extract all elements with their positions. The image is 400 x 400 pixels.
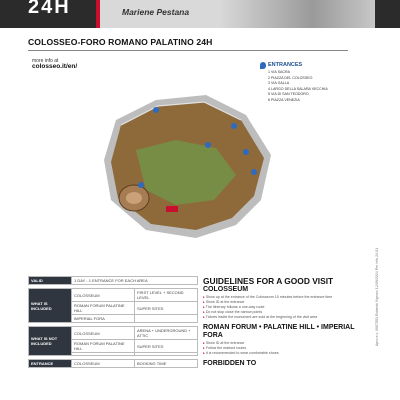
map-pin-5 <box>251 169 257 175</box>
not-included-table <box>28 326 198 356</box>
map-pin-icon <box>260 62 266 69</box>
table-cell: 1 DAY - 1 ENTRANCE FOR EACH AREA <box>72 277 198 285</box>
guideline-item: ▸ Do not stop close the narrow points <box>203 310 373 315</box>
row-header: WHAT IS NOT INCLUDED <box>29 327 72 356</box>
banner-image <box>220 0 375 28</box>
table-cell: ROMAN FORUM PALATINE HILL <box>72 340 135 353</box>
entrances-legend <box>260 62 380 103</box>
table-cell: ARENA + UNDERGROUND + ATTIC <box>135 327 198 340</box>
table-cell: SUPER SITES <box>135 302 198 315</box>
author-name: Mariene Pestana <box>122 7 190 17</box>
title-divider <box>28 50 348 51</box>
entrance-item: 2 PIAZZA DEL COLOSSEO <box>268 75 313 80</box>
map-pin-6 <box>243 149 249 155</box>
guideline-item: ▸ The itinerary follows a one-way route <box>203 305 373 310</box>
entrance-item: 5 VIA DI SAN TEODORO <box>268 92 309 96</box>
included-table <box>28 288 198 323</box>
side-stamp <box>375 225 396 375</box>
entrance-item: 6 PIAZZA VENEZIA <box>268 97 300 102</box>
guideline-item: ▸ Show ID at the entrance <box>203 300 373 305</box>
table-cell: COLOSSEUM <box>72 360 135 368</box>
page-title: COLOSSEO-FORO ROMANO PALATINO 24H <box>28 37 213 47</box>
guideline-list <box>203 341 373 356</box>
site-map <box>96 80 286 245</box>
table-row <box>29 327 198 340</box>
logo: 24H <box>28 0 71 14</box>
table-row <box>29 277 198 285</box>
table-row <box>29 360 198 368</box>
more-info-link[interactable]: colosseo.it/en/ <box>32 63 78 70</box>
guideline-list <box>203 295 373 320</box>
section-title: FORBIDDEN TO <box>203 360 257 367</box>
table-cell: ROMAN FORUM PALATINE HILL <box>72 302 135 315</box>
entrance-item: 4 LARGO DELLA SALARA VECCHIA <box>268 86 328 91</box>
section-title: COLOSSEUM <box>203 286 249 293</box>
map-pin-4 <box>231 123 237 129</box>
ticket-info-tables <box>28 276 198 371</box>
map-pin-2 <box>138 182 144 188</box>
table-cell: BOOKING TIME <box>135 360 198 368</box>
map-metro-marker <box>166 206 178 212</box>
entrance-item: 1 VIA SACRA <box>268 70 290 74</box>
table-cell: FIRST LEVEL + SECOND LEVEL <box>135 289 198 302</box>
guideline-item: ▸ It is recommended to wear comfortable shoes <box>203 351 373 356</box>
guidelines-heading: GUIDELINES FOR A GOOD VISIT <box>203 276 334 286</box>
guideline-item: ▸ Show ID at the entrance <box>203 341 373 346</box>
section-title: ROMAN FORUM • PALATINE HILL • IMPERIAL FORA <box>203 324 355 339</box>
row-header: VALID <box>29 277 72 285</box>
map-pin-3 <box>205 142 211 148</box>
valid-table <box>28 276 198 285</box>
table-cell <box>135 315 198 323</box>
map-colosseum-arena <box>126 192 142 204</box>
table-cell: COLOSSEUM <box>72 327 135 340</box>
row-header: WHAT IS INCLUDED <box>29 289 72 323</box>
table-cell: COLOSSEUM <box>72 289 135 302</box>
entrance-item: 3 VIA GALLA <box>268 81 290 85</box>
guidelines <box>203 277 373 368</box>
row-header: ENTRANCE <box>29 360 72 368</box>
guideline-item: ▸ Tickets inside the monument are sold at the beginning of the visit area <box>203 315 373 320</box>
table-cell: IMPERIAL FORA <box>72 315 135 323</box>
table-cell <box>72 353 135 356</box>
table-cell <box>135 353 198 356</box>
guideline-item: ▸ Show up at the entrance of the Colosseum 15 minutes before the entrance time <box>203 295 373 300</box>
more-info-label: more info at <box>32 58 59 64</box>
guideline-item: ▸ Follow the marked routes <box>203 346 373 351</box>
entrance-table <box>28 359 198 368</box>
entrances-list <box>268 70 380 103</box>
entrances-heading: ENTRANCES <box>268 62 303 68</box>
map-pin-1 <box>153 107 159 113</box>
header-bar <box>0 0 400 28</box>
table-row <box>29 289 198 302</box>
more-info <box>32 58 77 70</box>
side-stamp-text: Apro e.v. 0007553 Roberto Vignoni 12/09/2024 Per info 24.01 <box>375 247 380 347</box>
author-banner <box>100 0 375 28</box>
table-cell: SUPER SITES <box>135 340 198 353</box>
